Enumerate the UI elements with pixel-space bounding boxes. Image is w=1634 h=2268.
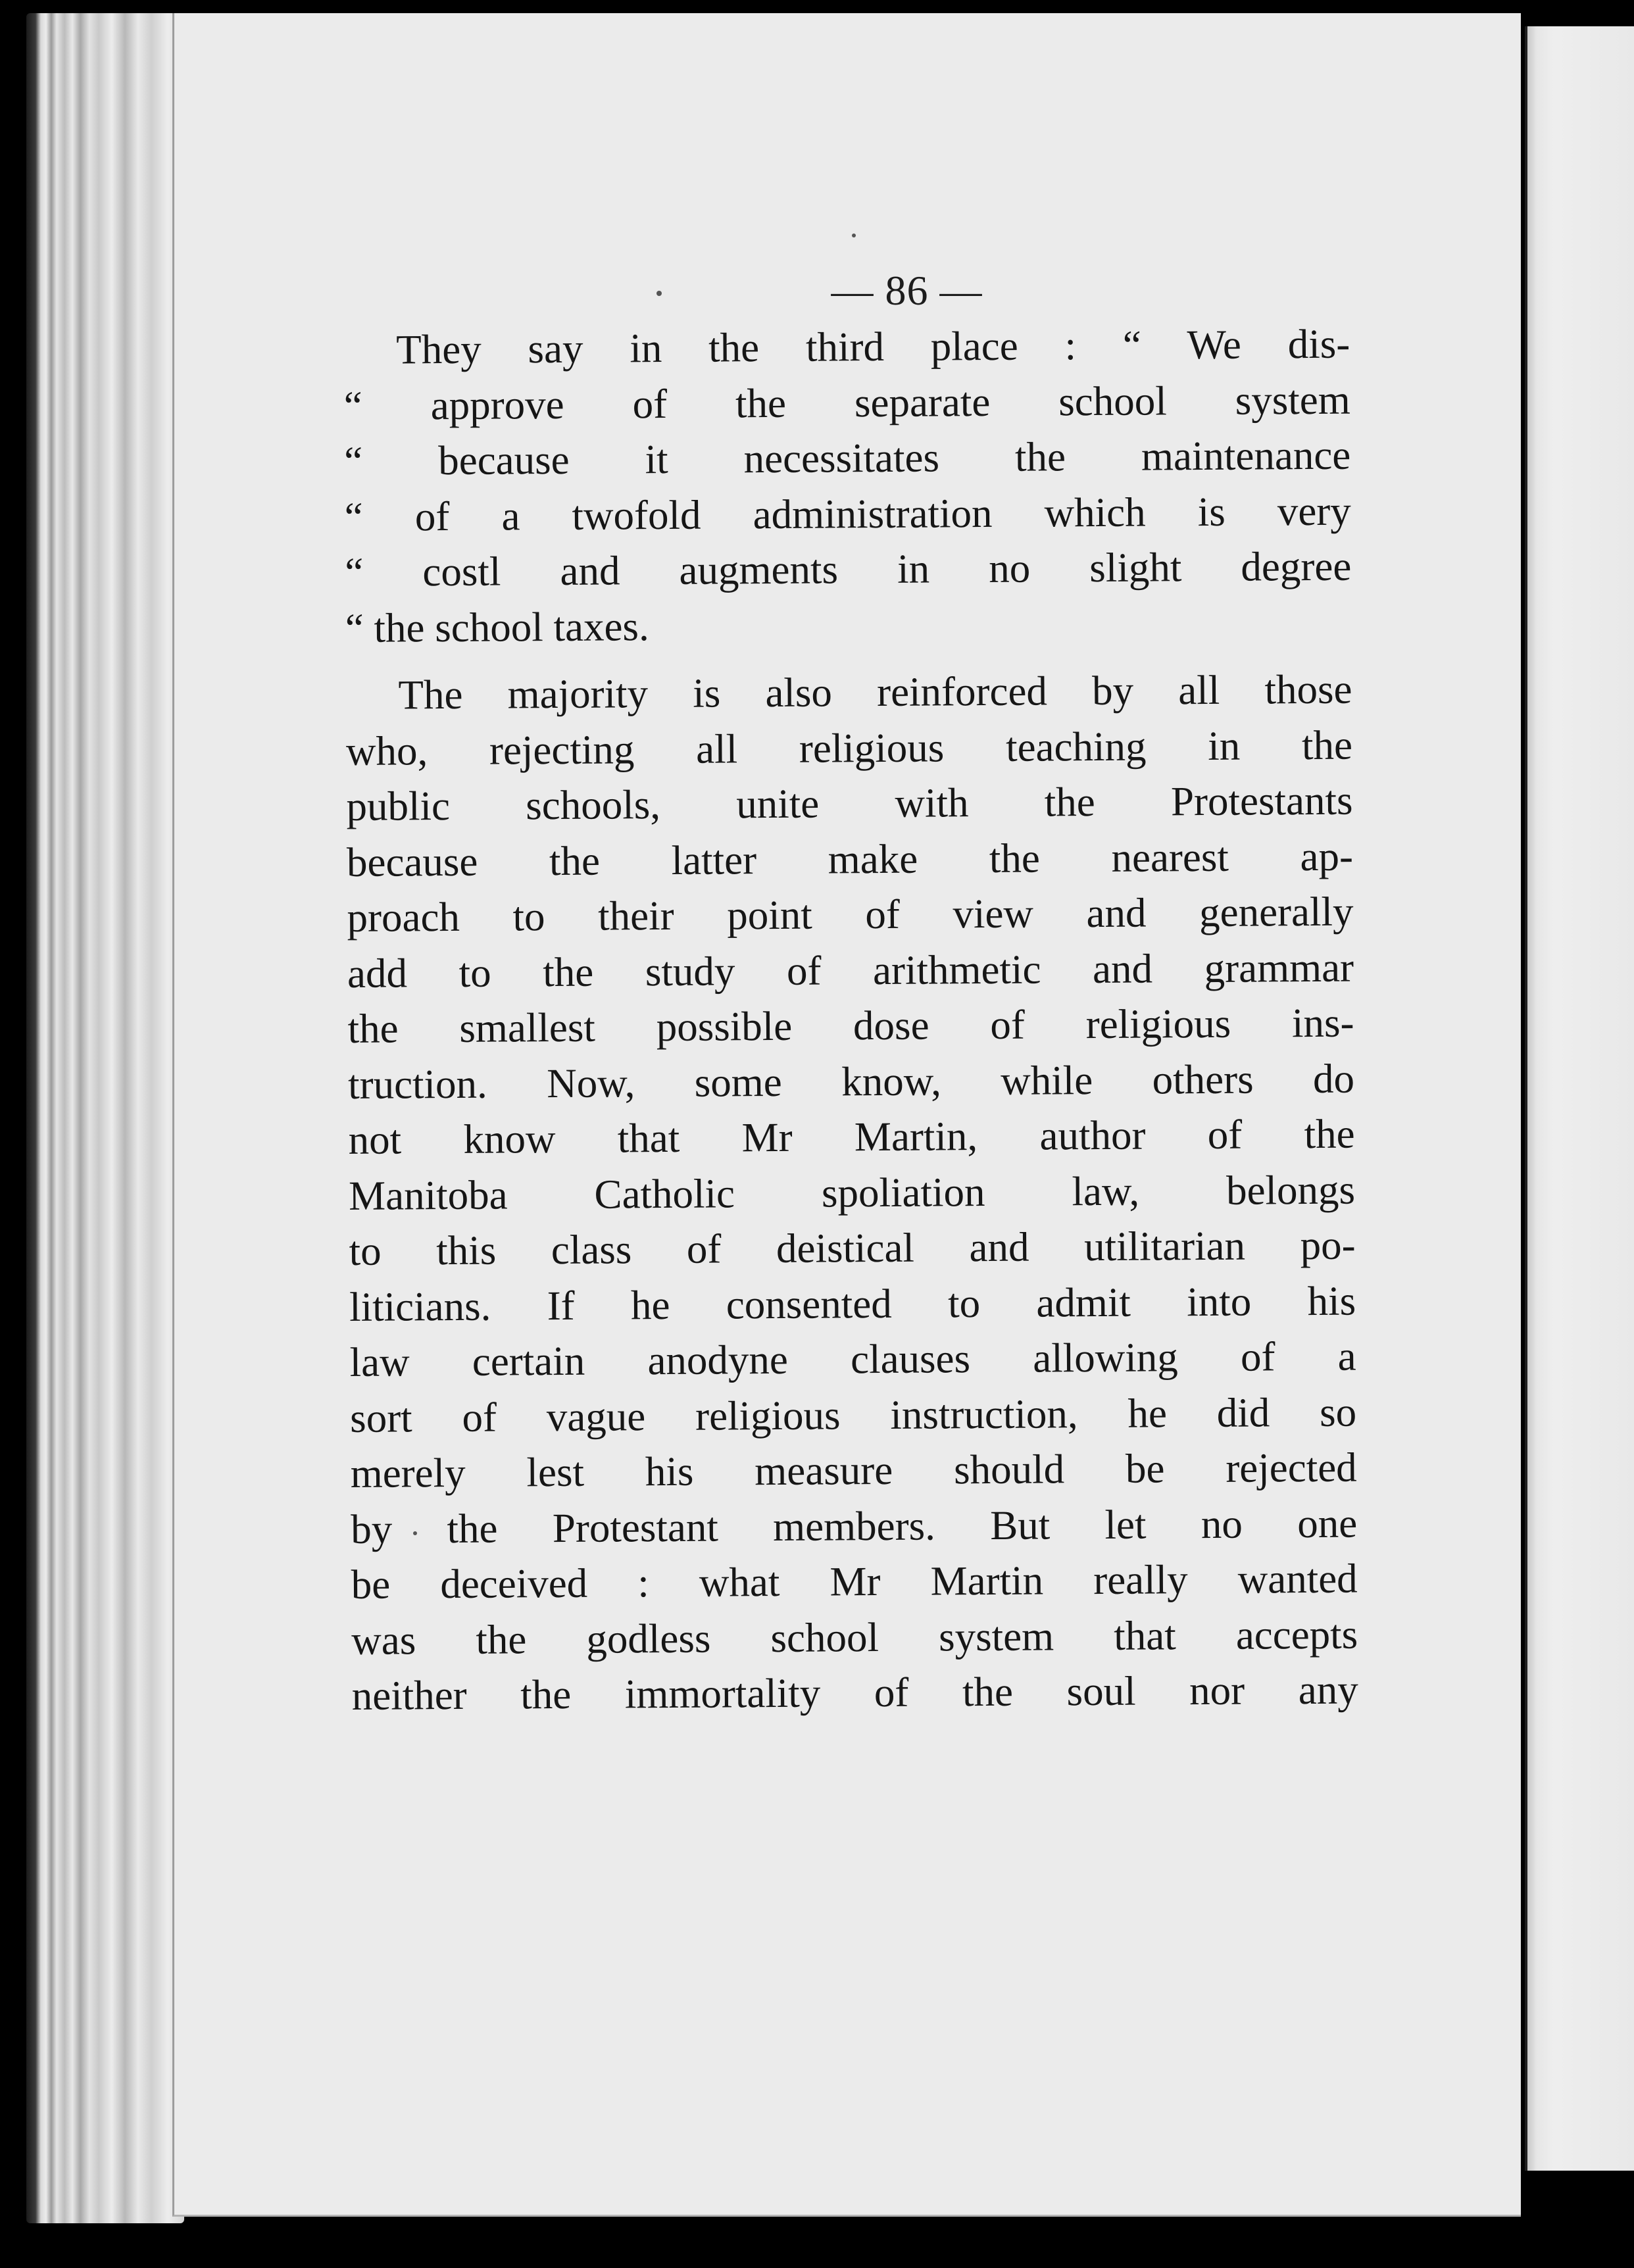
text-line: who, rejecting all religious teaching in the [345, 722, 1353, 774]
text-line: to this class of deistical and utilitarian po- [349, 1221, 1356, 1274]
text-line: be deceived : what Mr Martin really wanted [351, 1555, 1358, 1608]
text-line: neither the immortality of the soul nor any [351, 1666, 1358, 1719]
paragraph-1 [343, 316, 1352, 656]
body-text [343, 316, 1358, 1724]
page-number: — 86 — [831, 267, 983, 314]
facing-page [1525, 26, 1634, 2171]
text-line: They say in the third place : “ We dis- [396, 320, 1350, 373]
dust-speck [656, 291, 662, 296]
text-line: public schools, unite with the Protestants [346, 777, 1353, 829]
text-line: not know that Mr Martin, author of the [348, 1110, 1355, 1163]
text-line: merely lest his measure should be rejected [350, 1444, 1357, 1496]
text-line: The majority is also reinforced by all those [398, 666, 1352, 718]
paragraph-2 [345, 662, 1358, 1724]
text-line: the smallest possible dose of religious ins- [347, 999, 1354, 1052]
text-line: truction. Now, some know, while others do [347, 1055, 1355, 1108]
text-line: sort of vague religious instruction, he did so [349, 1389, 1357, 1441]
book-page-edges [26, 13, 184, 2223]
text-line: by the Protestant members. But let no one [350, 1500, 1358, 1552]
text-line: liticians. If he consented to admit into his [349, 1277, 1356, 1330]
dust-speck [852, 234, 856, 237]
text-line: add to the study of arithmetic and grammar [347, 944, 1354, 997]
text-line: “ because it necessitates the maintenance [344, 431, 1351, 484]
text-line: Manitoba Catholic spoliation law, belongs [348, 1166, 1356, 1219]
text-line: “ costl and augments in no slight degree [345, 543, 1352, 595]
text-line: law certain anodyne clauses allowing of a [349, 1333, 1356, 1385]
text-line: because the latter make the nearest ap- [346, 833, 1354, 885]
text-line: “ the school taxes. [345, 603, 649, 651]
text-line: “ of a twofold administration which is very [344, 487, 1351, 540]
text-line: “ approve of the separate school system [343, 376, 1350, 429]
text-line: was the godless school system that accepts [351, 1611, 1358, 1664]
text-line: proach to their point of view and generally [347, 888, 1354, 941]
